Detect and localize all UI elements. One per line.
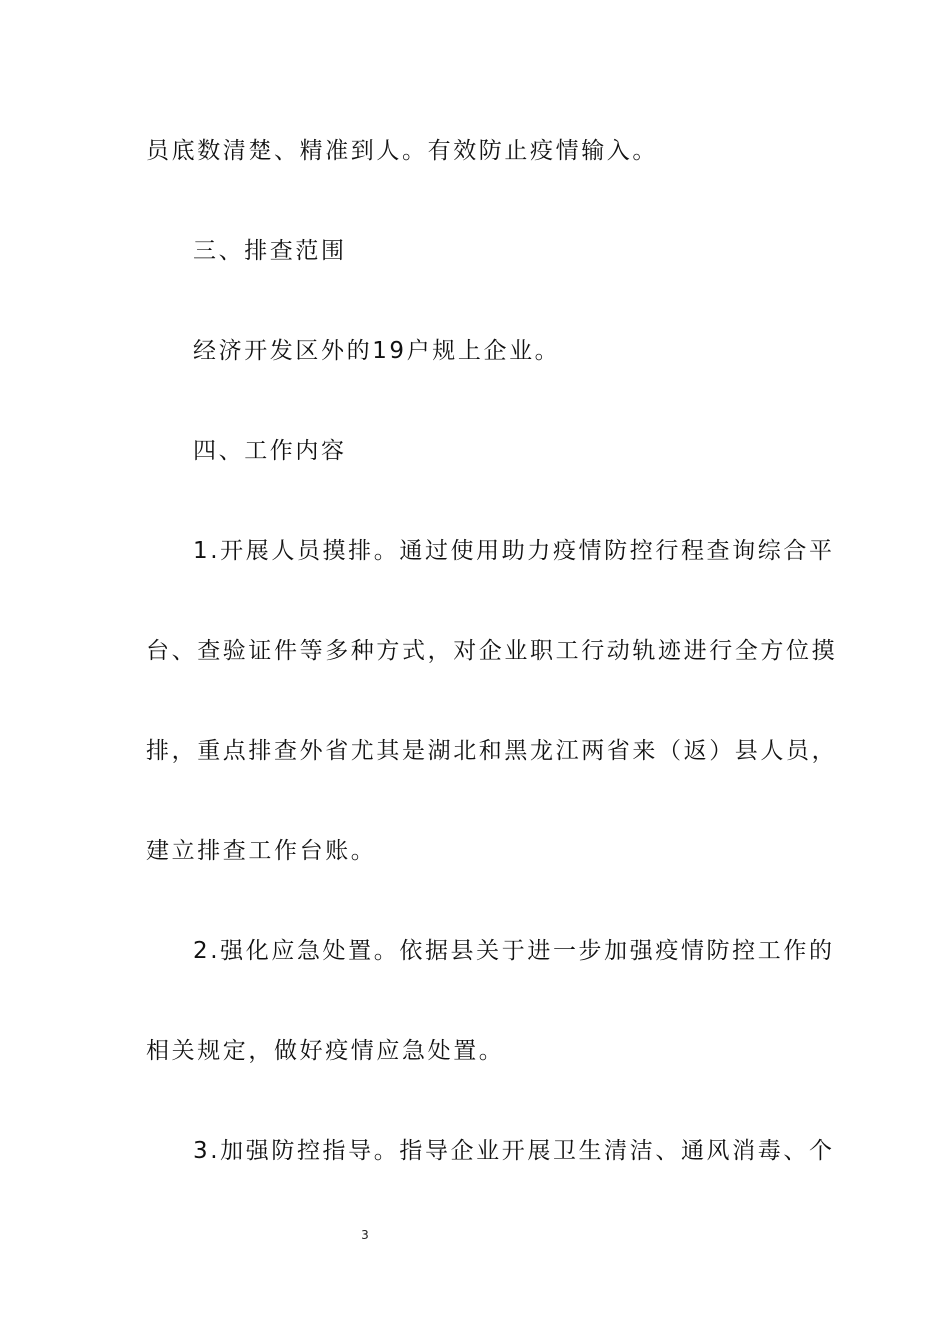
paragraph-line: 建立排查工作台账。 [146,838,377,864]
paragraph-line: 3.加强防控指导。指导企业开展卫生清洁、通风消毒、个 [193,1138,835,1164]
paragraph-line: 2.强化应急处置。依据县关于进一步加强疫情防控工作的 [193,938,835,964]
paragraph-line: 排，重点排查外省尤其是湖北和黑龙江两省来（返）县人员， [146,738,838,764]
page-number: 3 [361,1228,369,1242]
paragraph-line: 经济开发区外的19户规上企业。 [193,338,561,364]
paragraph-line: 员底数清楚、精准到人。有效防止疫情输入。 [146,138,658,164]
section-heading: 四、工作内容 [193,438,347,464]
paragraph-line: 相关规定，做好疫情应急处置。 [146,1038,505,1064]
paragraph-line: 1.开展人员摸排。通过使用助力疫情防控行程查询综合平 [193,538,835,564]
section-heading: 三、排查范围 [193,238,347,264]
paragraph-line: 台、查验证件等多种方式，对企业职工行动轨迹进行全方位摸 [146,638,838,664]
